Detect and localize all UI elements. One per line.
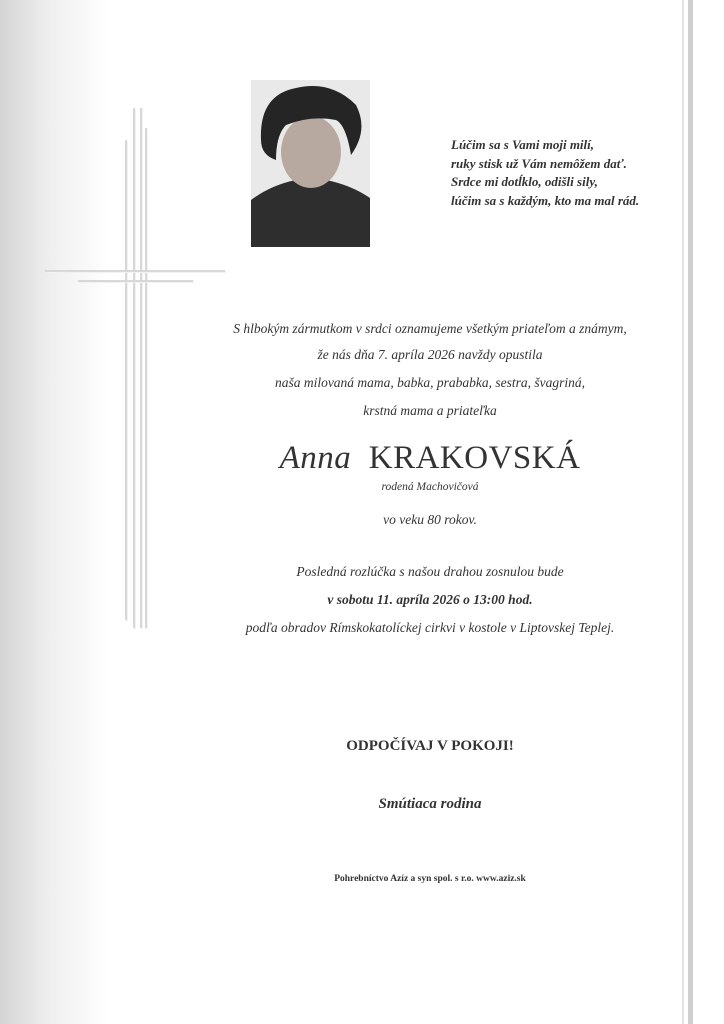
rest-in-peace: ODPOČÍVAJ V POKOJI!	[346, 738, 514, 754]
farewell-poem	[451, 136, 639, 210]
footer-funeral-home: Pohrebníctvo Azíz a syn spol. s r.o. www.aziz.sk	[334, 874, 526, 884]
poem-line: Lúčim sa s Vami moji milí,	[451, 137, 595, 152]
portrait-photo	[251, 80, 370, 247]
left-shadow	[0, 0, 110, 1024]
announcement-line: že nás dňa 7. apríla 2026 navždy opustila	[317, 347, 543, 362]
poem-line: Srdce mi dotĺklo, odišli sily,	[451, 174, 598, 189]
funeral-place: podľa obradov Rímskokatolíckej cirkvi v kostole v Liptovskej Teplej.	[245, 620, 615, 635]
poem-line: lúčim sa s každým, kto ma mal rád.	[451, 192, 640, 208]
first-name: Anna	[279, 440, 352, 476]
funeral-intro: Posledná rozlúčka s našou drahou zosnulou bude	[296, 564, 564, 579]
age: vo veku 80 rokov.	[383, 512, 477, 527]
funeral-datetime: v sobotu 11. apríla 2026 o 13:00 hod.	[327, 592, 533, 607]
announcement-line: naša milovaná mama, babka, prababka, sestra, švagriná,	[274, 375, 586, 390]
maiden-name: rodená Machovičová	[381, 481, 479, 493]
announcement-line: krstná mama a priateľka	[363, 403, 497, 418]
poem-line: ruky stisk už Vám nemôžem dať.	[451, 155, 627, 171]
deceased-name	[160, 440, 700, 477]
signature: Smútiaca rodina	[378, 796, 482, 812]
last-name: KRAKOVSKÁ	[368, 440, 581, 476]
announcement-line: S hlbokým zármutkom v srdci oznamujeme všetkým priateľom a známym,	[233, 321, 627, 336]
